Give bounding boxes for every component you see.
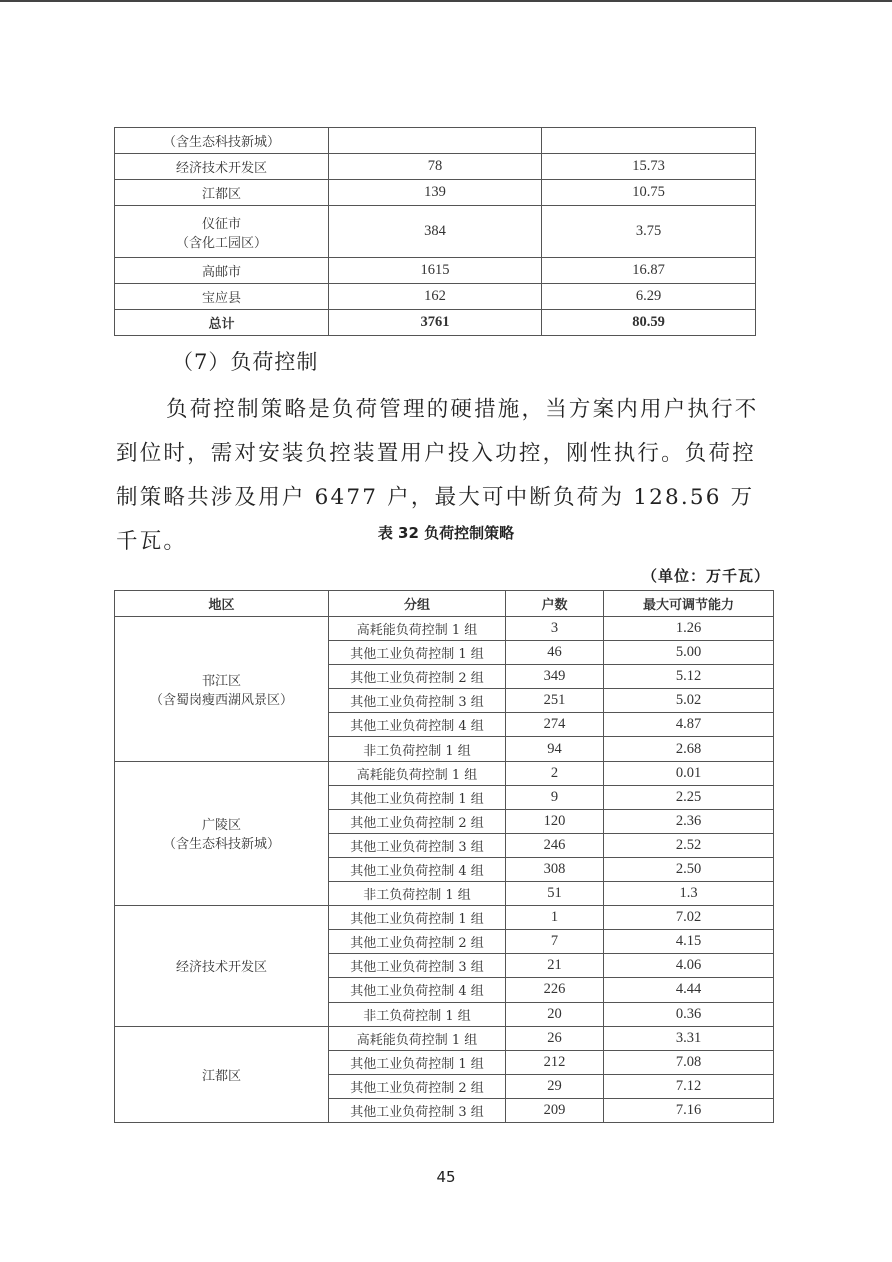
group-cell: 非工负荷控制 1 组 (329, 882, 506, 906)
table-row (115, 761, 774, 785)
group-cell: 高耗能负荷控制 1 组 (329, 617, 506, 641)
page-number: 45 (436, 1168, 456, 1186)
capacity-cell: 4.87 (604, 713, 774, 737)
top-table (114, 127, 756, 336)
region-line1: 邗江区 (201, 673, 241, 689)
region-cell: 宝应县 (115, 284, 329, 310)
capacity-cell: 0.01 (604, 761, 774, 785)
group-cell: 其他工业负荷控制 2 组 (329, 665, 506, 689)
header-group: 分组 (329, 591, 506, 617)
region-cell (115, 206, 329, 258)
section-paragraph: 负荷控制策略是负荷管理的硬措施，当方案内用户执行不到位时，需对安装负控装置用户投入功控，刚性执行。负荷控制策略共涉及用户 6477 户，最大可中断负荷为 128.56 万千瓦。 (116, 397, 759, 554)
group-cell: 非工负荷控制 1 组 (329, 1002, 506, 1026)
capacity-cell: 4.15 (604, 930, 774, 954)
group-cell: 其他工业负荷控制 4 组 (329, 713, 506, 737)
load-control-table (114, 590, 774, 1123)
region-line2: （含化工园区） (175, 235, 267, 251)
capacity-cell: 2.36 (604, 809, 774, 833)
header-capacity: 最大可调节能力 (604, 591, 774, 617)
table-row (115, 906, 774, 930)
region-cell (115, 1026, 329, 1122)
count-cell: 51 (506, 882, 604, 906)
value-cell: 16.87 (542, 258, 756, 284)
count-cell: 251 (506, 689, 604, 713)
capacity-cell: 7.08 (604, 1050, 774, 1074)
group-cell: 其他工业负荷控制 1 组 (329, 906, 506, 930)
region-cell (115, 906, 329, 1026)
count-cell: 20 (506, 1002, 604, 1026)
table-unit: （单位：万千瓦） (641, 567, 770, 585)
region-cell (115, 761, 329, 906)
capacity-cell: 2.68 (604, 737, 774, 761)
group-cell: 其他工业负荷控制 3 组 (329, 833, 506, 857)
region-line1: 广陵区 (201, 818, 241, 834)
table-row (115, 154, 756, 180)
count-cell: 120 (506, 809, 604, 833)
table-row (115, 206, 756, 258)
header-row (115, 591, 774, 617)
group-cell: 其他工业负荷控制 1 组 (329, 1050, 506, 1074)
value-cell: 10.75 (542, 180, 756, 206)
count-cell: 21 (506, 954, 604, 978)
total-label: 总计 (115, 310, 329, 336)
count-cell: 26 (506, 1026, 604, 1050)
value-cell (542, 128, 756, 154)
group-cell: 其他工业负荷控制 3 组 (329, 1098, 506, 1122)
count-cell: 246 (506, 833, 604, 857)
region-cell: 高邮市 (115, 258, 329, 284)
group-cell: 其他工业负荷控制 2 组 (329, 809, 506, 833)
header-region: 地区 (115, 591, 329, 617)
capacity-cell: 1.3 (604, 882, 774, 906)
count-cell: 139 (329, 180, 542, 206)
region-cell: （含生态科技新城） (115, 128, 329, 154)
group-cell: 其他工业负荷控制 3 组 (329, 954, 506, 978)
region-line1: 江都区 (201, 1068, 241, 1084)
table-row (115, 284, 756, 310)
count-cell: 308 (506, 857, 604, 881)
region-line1: 仪征市 (201, 216, 241, 232)
group-cell: 非工负荷控制 1 组 (329, 737, 506, 761)
capacity-cell: 3.31 (604, 1026, 774, 1050)
value-cell: 15.73 (542, 154, 756, 180)
capacity-cell: 5.12 (604, 665, 774, 689)
group-cell: 其他工业负荷控制 2 组 (329, 930, 506, 954)
count-cell: 9 (506, 785, 604, 809)
count-cell: 1615 (329, 258, 542, 284)
region-cell: 经济技术开发区 (115, 154, 329, 180)
capacity-cell: 2.52 (604, 833, 774, 857)
count-cell: 78 (329, 154, 542, 180)
capacity-cell: 0.36 (604, 1002, 774, 1026)
region-line1: 经济技术开发区 (175, 960, 267, 976)
capacity-cell: 7.12 (604, 1074, 774, 1098)
table-row (115, 617, 774, 641)
capacity-cell: 5.00 (604, 641, 774, 665)
group-cell: 其他工业负荷控制 4 组 (329, 978, 506, 1002)
capacity-cell: 2.50 (604, 857, 774, 881)
count-cell: 46 (506, 641, 604, 665)
region-line2: （含蜀岗瘦西湖风景区） (149, 692, 293, 708)
count-cell: 209 (506, 1098, 604, 1122)
table-row (115, 1026, 774, 1050)
value-cell: 6.29 (542, 284, 756, 310)
table-row (115, 128, 756, 154)
capacity-cell: 7.16 (604, 1098, 774, 1122)
count-cell: 3 (506, 617, 604, 641)
group-cell: 其他工业负荷控制 4 组 (329, 857, 506, 881)
capacity-cell: 5.02 (604, 689, 774, 713)
count-cell: 349 (506, 665, 604, 689)
total-value: 80.59 (542, 310, 756, 336)
count-cell: 7 (506, 930, 604, 954)
section-heading: （7）负荷控制 (172, 350, 319, 374)
group-cell: 其他工业负荷控制 2 组 (329, 1074, 506, 1098)
count-cell (329, 128, 542, 154)
count-cell: 2 (506, 761, 604, 785)
table-row (115, 258, 756, 284)
capacity-cell: 2.25 (604, 785, 774, 809)
count-cell: 226 (506, 978, 604, 1002)
count-cell: 384 (329, 206, 542, 258)
table-row (115, 180, 756, 206)
total-count: 3761 (329, 310, 542, 336)
group-cell: 其他工业负荷控制 3 组 (329, 689, 506, 713)
group-cell: 其他工业负荷控制 1 组 (329, 785, 506, 809)
capacity-cell: 1.26 (604, 617, 774, 641)
capacity-cell: 4.06 (604, 954, 774, 978)
count-cell: 162 (329, 284, 542, 310)
group-cell: 高耗能负荷控制 1 组 (329, 761, 506, 785)
count-cell: 29 (506, 1074, 604, 1098)
capacity-cell: 7.02 (604, 906, 774, 930)
count-cell: 212 (506, 1050, 604, 1074)
region-cell: 江都区 (115, 180, 329, 206)
value-cell: 3.75 (542, 206, 756, 258)
region-line2: （含生态科技新城） (162, 837, 280, 853)
header-count: 户数 (506, 591, 604, 617)
total-row (115, 310, 756, 336)
group-cell: 高耗能负荷控制 1 组 (329, 1026, 506, 1050)
count-cell: 1 (506, 906, 604, 930)
group-cell: 其他工业负荷控制 1 组 (329, 641, 506, 665)
count-cell: 94 (506, 737, 604, 761)
table-caption: 表 32 负荷控制策略 (377, 524, 515, 542)
capacity-cell: 4.44 (604, 978, 774, 1002)
region-cell (115, 617, 329, 762)
count-cell: 274 (506, 713, 604, 737)
page-top-border (0, 0, 892, 2)
